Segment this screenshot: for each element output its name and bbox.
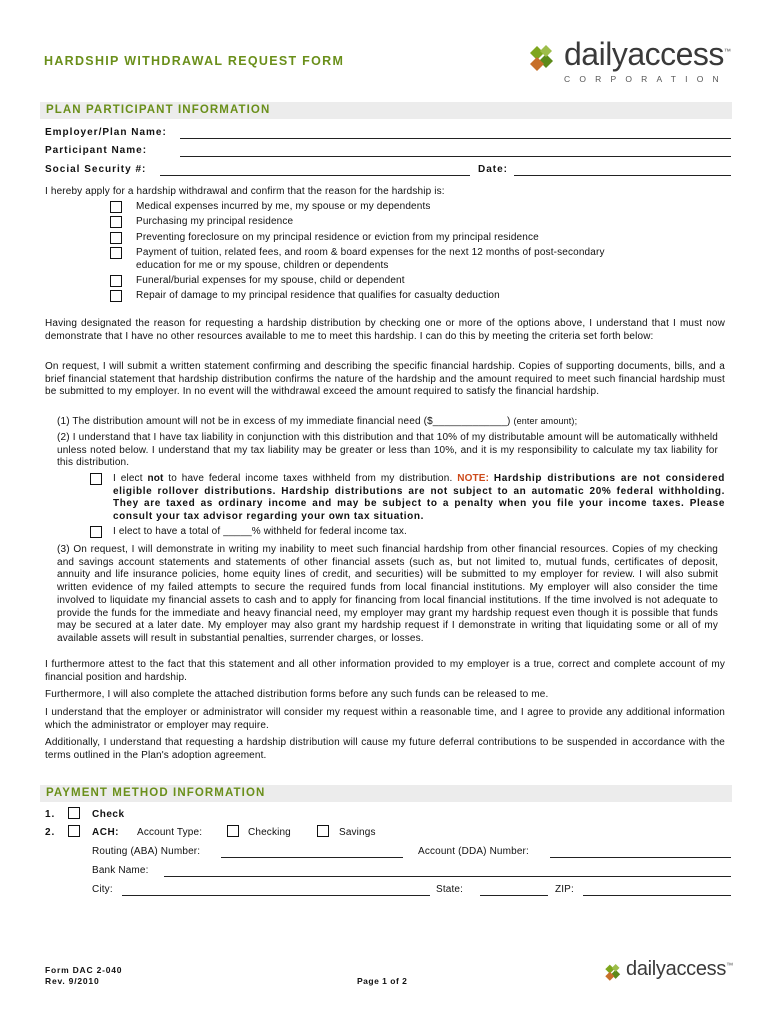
savings-checkbox[interactable] [317, 825, 329, 837]
reason-label-continued: education for me or my spouse, children or dependents [136, 260, 389, 271]
elect-no-withholding-checkbox[interactable] [90, 473, 102, 485]
employer-field[interactable] [180, 138, 731, 139]
routing-label: Routing (ABA) Number: [92, 846, 201, 857]
date-field[interactable] [514, 175, 731, 176]
payment-number-1: 1. [45, 809, 56, 820]
elect-total-checkbox[interactable] [90, 526, 102, 538]
paragraph-attest: I furthermore attest to the fact that this statement and all other information provided to my employer is a true, correct and complete account of my financial position and hardship. [45, 659, 725, 683]
logo-trademark: ™ [723, 48, 731, 56]
check-payment-checkbox[interactable] [68, 807, 80, 819]
item-1-hint: (enter amount); [513, 416, 578, 426]
payment-number-2: 2. [45, 827, 56, 838]
note-label: NOTE: [457, 473, 490, 484]
employer-label: Employer/Plan Name: [45, 127, 167, 138]
ach-payment-checkbox[interactable] [68, 825, 80, 837]
footer-logo [604, 958, 734, 988]
checking-checkbox[interactable] [227, 825, 239, 837]
reason-label: Purchasing my principal residence [136, 216, 294, 227]
date-label: Date: [478, 164, 509, 175]
reason-tuition-checkbox[interactable] [110, 247, 122, 259]
participant-label: Participant Name: [45, 145, 148, 156]
logo-wordmark: dailyaccess [564, 36, 724, 72]
reason-label: Repair of damage to my principal residence that qualifies for casualty deduction [136, 290, 500, 301]
reason-label: Funeral/burial expenses for my spouse, child or dependent [136, 275, 405, 286]
form-title: HARDSHIP WITHDRAWAL REQUEST FORM [44, 54, 345, 68]
state-field[interactable] [480, 895, 548, 896]
participant-field[interactable] [180, 156, 731, 157]
reason-funeral-checkbox[interactable] [110, 275, 122, 287]
reason-purchase-checkbox[interactable] [110, 216, 122, 228]
bank-name-label: Bank Name: [92, 865, 149, 876]
note-text: Hardship distributions are not considered eligible rollover distributions. Hardship distributions are not subject to an automatic 20% federal withholding. They are taxed as ordinary income and may be subject to a penalty when you file your income taxes. Please consult your tax advisor regarding your own tax situation. [113, 473, 725, 523]
savings-label: Savings [339, 827, 376, 838]
elect-text-b: to have federal income taxes withheld from my distribution. [168, 473, 453, 484]
account-number-label: Account (DDA) Number: [418, 846, 529, 857]
diamond-logo-icon [528, 44, 562, 74]
page-number: Page 1 of 2 [357, 976, 408, 986]
elect-no-withholding-text [113, 473, 725, 524]
zip-label: ZIP: [555, 884, 574, 895]
paragraph-designation: Having designated the reason for requesting a hardship distribution by checking one or more of the options above, I understand that I must now demonstrate that I have no other resources available to me to meet this hardship. I can do this by meeting the criteria set forth below: [45, 318, 725, 342]
footer-logo-wordmark: dailyaccess [626, 958, 727, 980]
form-number: Form DAC 2-040 [45, 965, 123, 975]
logo-corporation: CORPORATION [564, 74, 728, 84]
paragraph-statement: On request, I will submit a written statement confirming and describing the specific financial hardship. Copies of supporting documents, bills, and a brief financial statement that hardship distribution confirms the nature of the hardship and the amount required to meet such financial hardship must be submitted to my employer. In no event will the withdrawal exceed the amount required to satisfy the financial hardship. [45, 361, 725, 398]
ach-label: ACH: [92, 827, 119, 838]
routing-field[interactable] [221, 857, 403, 858]
zip-field[interactable] [583, 895, 731, 896]
elect-not: not [147, 473, 164, 484]
item-3-text: (3) On request, I will demonstrate in writing my inability to meet such financial hardship from other financial resources. Copies of my checking and savings account statements and statements of other financial assets (such as, but not limited to, mutual funds, certificates of deposit, annuity and life insurance policies, home equity lines of credit, and securities) will be submitted to my employer for review. I will also submit written evidence of my failed attempts to secure the required funds from local financial institutions. My employer will also consider the time involved to liquidate my financial assets to cash and to apply for financing from local financial institutions. If the time involved is not adequate to provide the funds for the immediate and heavy financial need, my employer may grant my hardship request even though it is possible that funds may be secured at a later date. My employer may also grant my hardship request if I demonstrate in writing that liquidating some or all of my available assets will result in substantial penalties, surrender charges, or losses. [57, 544, 718, 644]
reason-label: Medical expenses incurred by me, my spouse or my dependents [136, 201, 431, 212]
reason-label: Preventing foreclosure on my principal residence or eviction from my principal residence [136, 232, 539, 243]
item-1-text: (1) The distribution amount will not be in excess of my immediate financial need ($_____________) [57, 416, 511, 427]
bank-name-field[interactable] [164, 876, 731, 877]
item-2-text: (2) I understand that I have tax liability in conjunction with this distribution and that 10% of my distributable amount will be automatically withheld unless noted below. I understand that my tax liability may be greater or less than 10%, and it is my responsibility to calculate my tax liability for this distribution. [57, 432, 718, 469]
ssn-label: Social Security #: [45, 164, 147, 175]
reason-label: Payment of tuition, related fees, and room & board expenses for the next 12 months of post-secondary [136, 247, 605, 258]
footer-logo-trademark: ™ [726, 962, 733, 970]
reason-medical-checkbox[interactable] [110, 201, 122, 213]
ssn-field[interactable] [160, 175, 470, 176]
account-type-label: Account Type: [137, 827, 203, 838]
city-field[interactable] [122, 895, 430, 896]
paragraph-forms: Furthermore, I will also complete the attached distribution forms before any such funds can be released to me. [45, 689, 549, 700]
reason-repair-checkbox[interactable] [110, 290, 122, 302]
paragraph-consider: I understand that the employer or administrator will consider my request within a reasonable time, and I agree to provide any additional information which the administrator or employer may require. [45, 707, 725, 731]
checking-label: Checking [248, 827, 291, 838]
form-revision: Rev. 9/2010 [45, 976, 100, 986]
account-number-field[interactable] [550, 857, 731, 858]
footer-diamond-icon [604, 963, 626, 986]
state-label: State: [436, 884, 464, 895]
hardship-intro: I hereby apply for a hardship withdrawal and confirm that the reason for the hardship is: [45, 186, 445, 197]
dailyaccess-logo [528, 36, 731, 84]
elect-total-text: I elect to have a total of _____% withheld for federal income tax. [113, 526, 407, 537]
check-label: Check [92, 809, 125, 820]
reason-foreclosure-checkbox[interactable] [110, 232, 122, 244]
paragraph-suspension: Additionally, I understand that requesting a hardship distribution will cause my future deferral contributions to be suspended in accordance with the terms outlined in the Plan's adoption agreement. [45, 737, 725, 761]
participant-section-heading: PLAN PARTICIPANT INFORMATION [40, 102, 732, 119]
payment-section-heading: PAYMENT METHOD INFORMATION [40, 785, 732, 802]
elect-text-a: I elect [113, 473, 143, 484]
city-label: City: [92, 884, 113, 895]
